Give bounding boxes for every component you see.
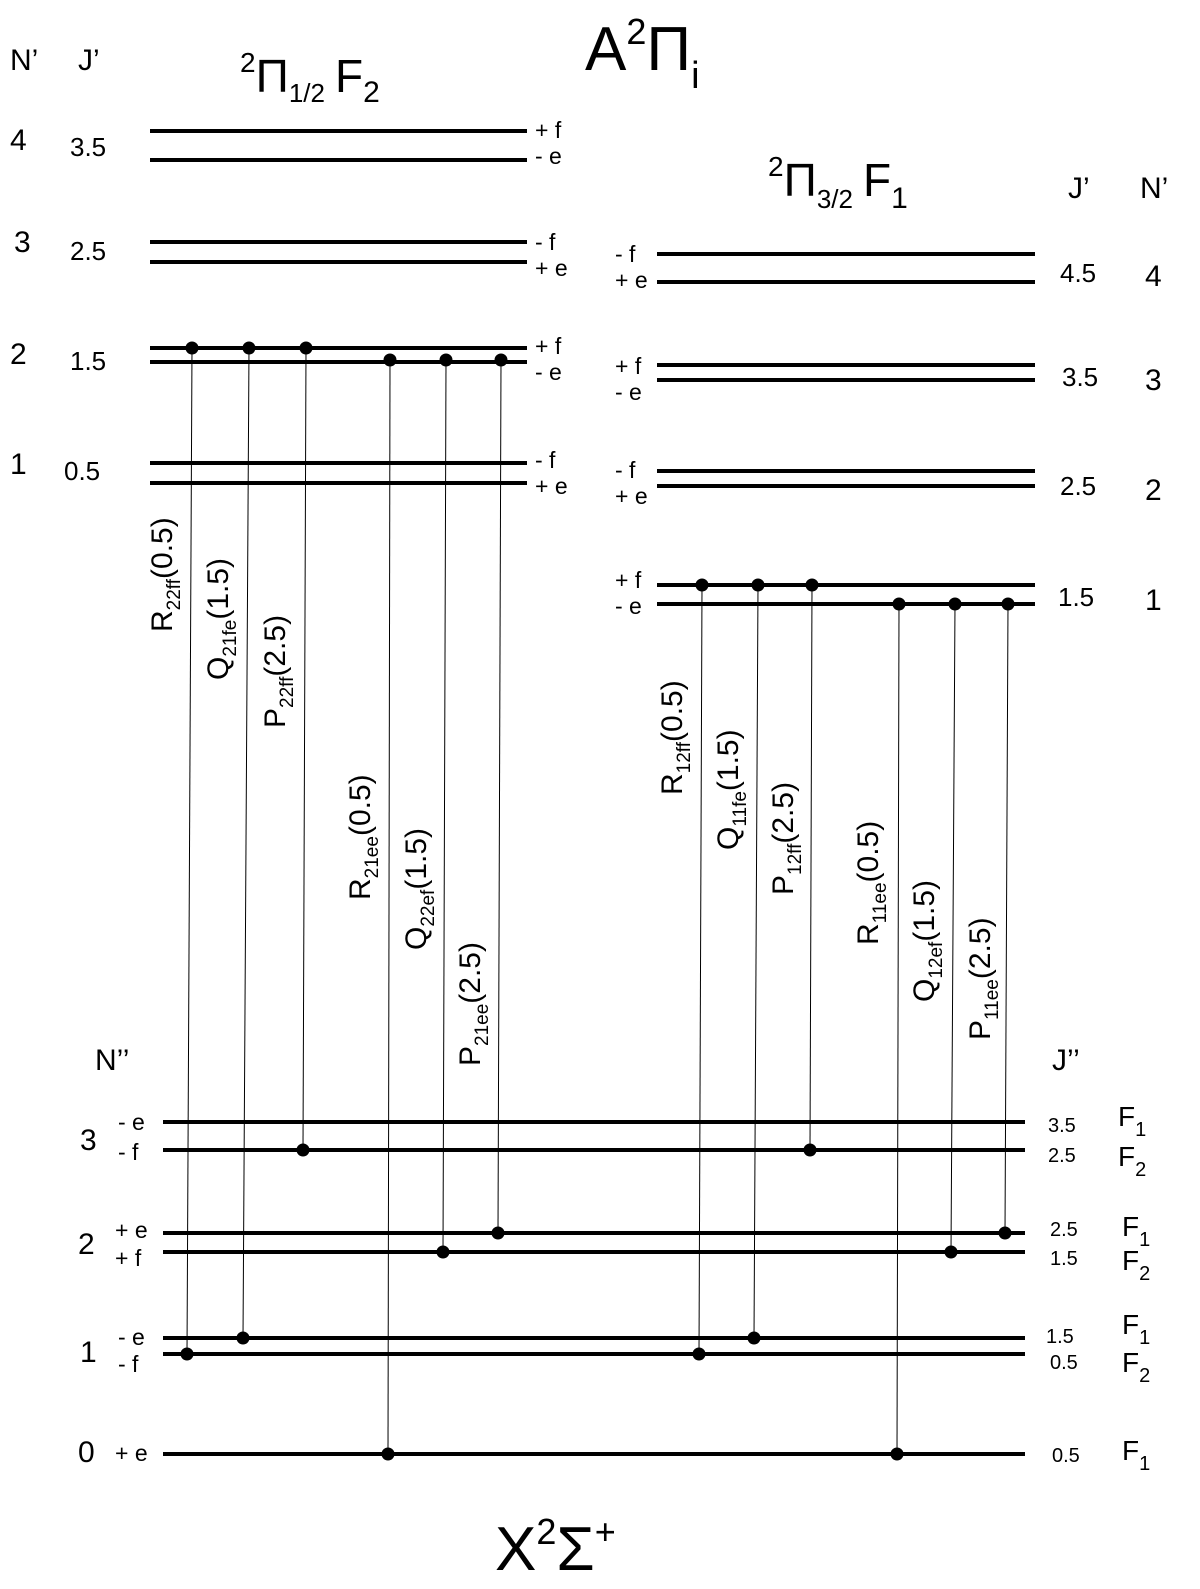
transition-labels	[146, 517, 1003, 1066]
transition-line-r21ee	[382, 354, 397, 1461]
svg-text:0.5: 0.5	[1050, 1352, 1078, 1374]
transition-label-r12ff: $R_{12ff}(0.5)$	[656, 680, 695, 795]
svg-text:+ f: + f	[535, 333, 562, 359]
svg-text:- e: - e	[118, 1324, 145, 1350]
lower-level-n2	[78, 1211, 1150, 1285]
transition-label-p21ee: $P_{21ee}(2.5)$	[454, 942, 493, 1066]
upper-state-title: $A^2\Pi_i$	[585, 11, 700, 97]
svg-text:+ f: + f	[535, 117, 562, 143]
svg-text:4: 4	[1145, 260, 1162, 293]
svg-text:+ f: + f	[115, 1245, 142, 1271]
svg-text:- e: - e	[535, 143, 562, 169]
svg-text:3: 3	[14, 226, 31, 259]
svg-text:0: 0	[78, 1436, 95, 1469]
svg-text:+ f: + f	[615, 567, 642, 593]
svg-text:F1: $F_1$	[1122, 1435, 1151, 1475]
lower-level-n3	[80, 1101, 1146, 1181]
transition-line-r12ff	[693, 579, 709, 1361]
transition-label-r11ee: $R_{11ee}(0.5)$	[852, 820, 891, 945]
transition-line-q12ef	[945, 598, 962, 1259]
svg-text:1: 1	[10, 448, 27, 481]
svg-text:1.5: 1.5	[1046, 1326, 1074, 1348]
right-level-n2	[615, 457, 1162, 509]
lower-level-n1	[80, 1309, 1150, 1387]
svg-text:0.5: 0.5	[1052, 1445, 1080, 1467]
lower-j-header: J’’	[1052, 1044, 1080, 1077]
svg-text:- e: - e	[118, 1109, 145, 1135]
transition-label-q12ef: $Q_{12ef}(1.5)$	[908, 879, 947, 1002]
svg-text:+ e: + e	[535, 473, 568, 499]
svg-text:3: 3	[1145, 364, 1162, 397]
svg-text:F1: $F_1$	[1122, 1211, 1151, 1251]
svg-text:F1: $F_1$	[1122, 1309, 1151, 1349]
left-level-n1	[10, 447, 568, 499]
upper-left-n-header: N’	[10, 44, 39, 77]
svg-text:+ e: + e	[535, 255, 568, 281]
svg-text:- f: - f	[118, 1351, 139, 1377]
svg-text:+ e: + e	[115, 1440, 148, 1466]
upper-right-n-header: N’	[1140, 172, 1169, 205]
right-level-n4	[615, 241, 1162, 293]
svg-text:4.5: 4.5	[1060, 258, 1097, 288]
right-level-n3	[615, 353, 1162, 405]
transition-label-p11ee: $P_{11ee}(2.5)$	[964, 917, 1003, 1040]
svg-text:2: 2	[10, 338, 27, 371]
svg-text:- f: - f	[118, 1139, 139, 1165]
transition-line-r22ff	[181, 342, 199, 1361]
svg-text:2.5: 2.5	[1060, 471, 1097, 501]
transition-line-r11ee	[891, 598, 906, 1461]
svg-text:- f: - f	[615, 241, 636, 267]
svg-text:+ e: + e	[115, 1217, 148, 1243]
transition-label-r21ee: $R_{21ee}(0.5)$	[344, 774, 383, 900]
right-level-n1	[615, 567, 1162, 619]
svg-text:+ e: + e	[615, 267, 648, 293]
svg-text:0.5: 0.5	[64, 456, 101, 486]
svg-text:- f: - f	[615, 457, 636, 483]
svg-text:1.5: 1.5	[1050, 1248, 1078, 1270]
transition-label-p22ff: $P_{22ff}(2.5)$	[259, 614, 298, 728]
svg-text:2.5: 2.5	[1048, 1145, 1076, 1167]
upper-right-j-header: J’	[1068, 172, 1090, 205]
svg-text:2.5: 2.5	[1050, 1219, 1078, 1241]
svg-text:F2: $F_2$	[1118, 1141, 1147, 1181]
transition-label-q21fe: $Q_{21fe}(1.5)$	[202, 557, 241, 680]
lower-n-header: N’’	[95, 1044, 130, 1077]
transition-line-p21ee	[492, 354, 508, 1240]
svg-text:1: 1	[1145, 584, 1162, 617]
svg-text:3.5: 3.5	[1048, 1115, 1076, 1137]
transition-label-r22ff: $R_{22ff}(0.5)$	[146, 517, 185, 632]
svg-text:1: 1	[80, 1336, 97, 1369]
svg-text:- e: - e	[615, 379, 642, 405]
svg-text:- f: - f	[535, 447, 556, 473]
svg-text:- e: - e	[535, 359, 562, 385]
lower-state-title: $X^2\Sigma^+$	[495, 1511, 616, 1584]
transition-line-q21fe	[237, 342, 256, 1345]
svg-text:2.5: 2.5	[70, 236, 107, 266]
svg-text:+ e: + e	[615, 483, 648, 509]
transition-label-q22ef: $Q_{22ef}(1.5)$	[400, 827, 439, 950]
svg-text:- e: - e	[615, 593, 642, 619]
svg-text:F1: $F_1$	[1118, 1101, 1147, 1141]
svg-text:1.5: 1.5	[1058, 582, 1095, 612]
svg-text:2: 2	[78, 1228, 95, 1261]
svg-text:2: 2	[1145, 474, 1162, 507]
svg-text:3.5: 3.5	[1062, 362, 1099, 392]
svg-text:3.5: 3.5	[70, 132, 107, 162]
svg-text:- f: - f	[535, 229, 556, 255]
left-level-n2	[10, 333, 562, 385]
right-manifold-label: $^2\Pi_{3/2}$ $F_1$	[768, 151, 908, 215]
transition-line-q11fe	[748, 579, 765, 1345]
lower-level-n0	[78, 1435, 1150, 1475]
svg-text:1.5: 1.5	[70, 346, 107, 376]
svg-text:4: 4	[10, 124, 27, 157]
left-level-n3	[14, 226, 568, 281]
svg-text:F2: $F_2$	[1122, 1245, 1151, 1285]
svg-text:F2: $F_2$	[1122, 1347, 1151, 1387]
transition-label-q11fe: $Q_{11fe}(1.5)$	[712, 729, 751, 850]
svg-text:+ f: + f	[615, 353, 642, 379]
transition-label-p12ff: $P_{12ff}(2.5)$	[767, 781, 806, 895]
left-manifold-label: $^2\Pi_{1/2}$ $F_2$	[240, 47, 380, 109]
svg-text:3: 3	[80, 1124, 97, 1157]
upper-left-j-header: J’	[78, 44, 100, 77]
transition-line-p11ee	[999, 598, 1015, 1240]
left-level-n4	[10, 117, 562, 169]
